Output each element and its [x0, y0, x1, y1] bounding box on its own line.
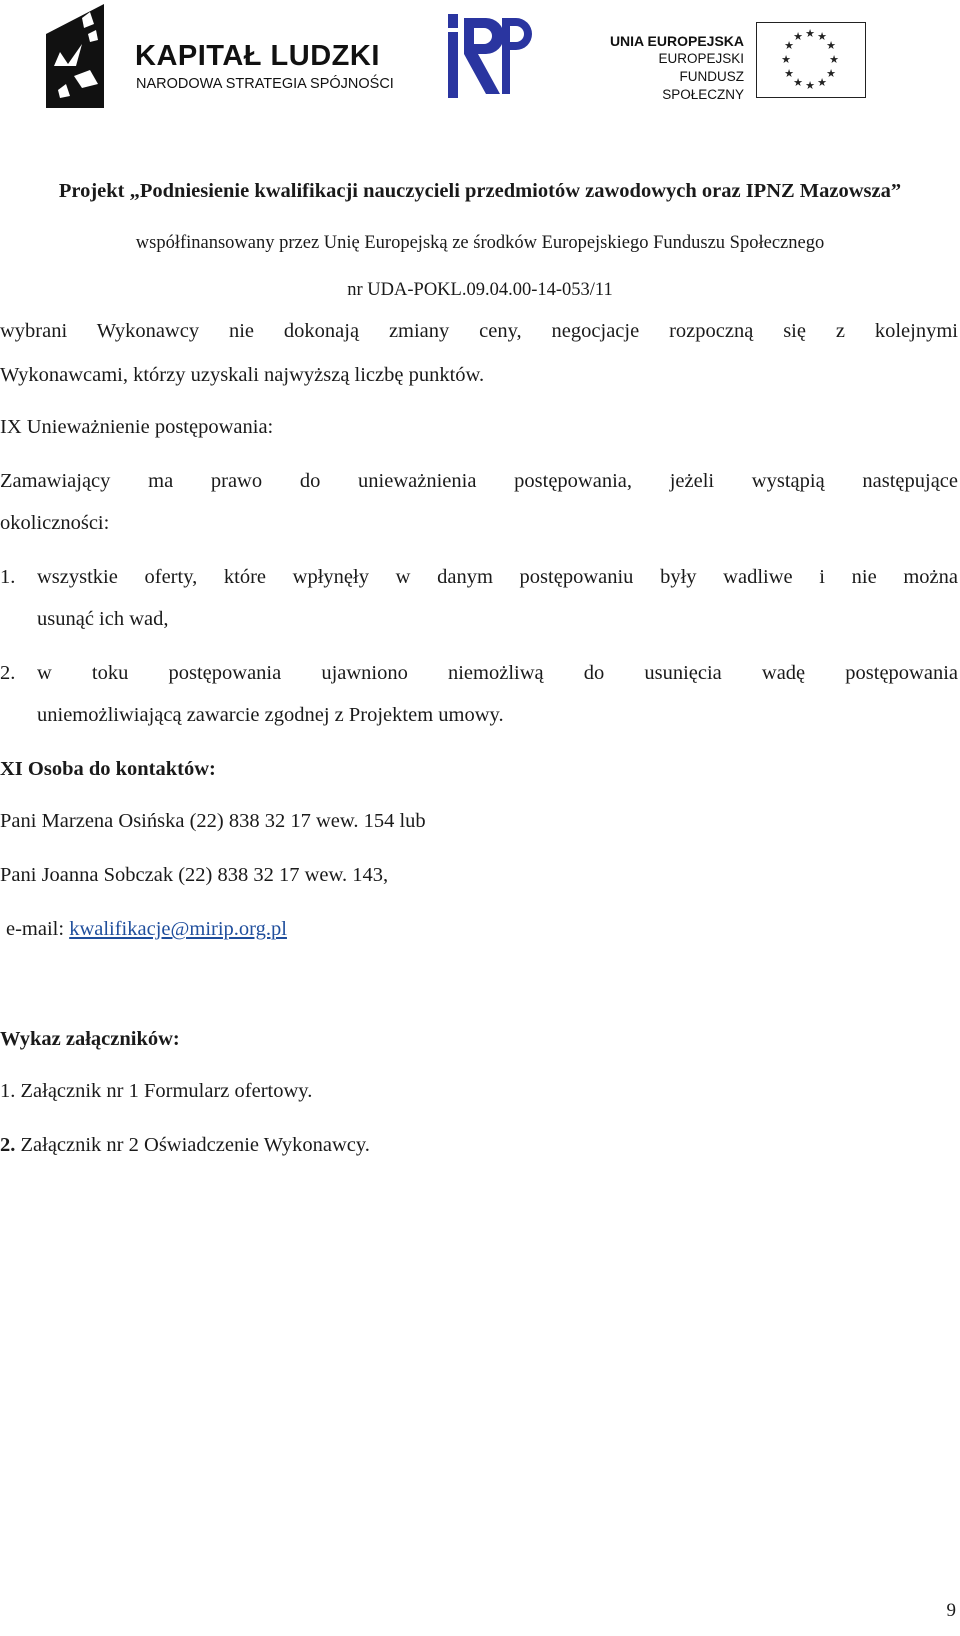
- contact-2: Pani Joanna Sobczak (22) 838 32 17 wew. 143,: [0, 864, 389, 886]
- header-logos: [0, 0, 960, 110]
- paragraph-2-line-2: okoliczności:: [0, 512, 110, 534]
- eu-stars-icon: [757, 23, 864, 96]
- attachments-title: Wykaz załączników:: [0, 1028, 180, 1050]
- list-item-1-number: 1.: [0, 566, 16, 588]
- section-11-title: XI Osoba do kontaktów:: [0, 758, 216, 780]
- project-title: Projekt „Podniesienie kwalifikacji nauczycieli przedmiotów zawodowych oraz IPNZ Mazowsza”: [58, 180, 902, 202]
- email-link[interactable]: kwalifikacje@mirip.org.pl: [69, 918, 287, 940]
- email-line: [6, 916, 960, 942]
- svg-text:★: ★: [805, 28, 815, 40]
- list-item-2-line-1: w toku postępowania ujawniono niemożliwą do usunięcia wadę postępowania: [37, 662, 958, 684]
- svg-text:★: ★: [826, 68, 836, 80]
- kapital-ludzki-emblem-icon: [38, 4, 118, 108]
- paragraph-1-line-2: Wykonawcami, którzy uzyskali najwyższą liczbę punktów.: [0, 364, 485, 386]
- list-item-1-line-2: usunąć ich wad,: [37, 608, 169, 630]
- svg-text:★: ★: [784, 40, 794, 52]
- project-number: nr UDA-POKL.09.04.00-14-053/11: [347, 280, 613, 300]
- paragraph-1-line-1: wybrani Wykonawcy nie dokonają zmiany ceny, negocjacje rozpoczną się z kolejnymi: [0, 320, 958, 342]
- svg-text:★: ★: [793, 31, 803, 43]
- rp-logo: [448, 14, 534, 98]
- rp-emblem-icon: [448, 14, 534, 98]
- svg-text:★: ★: [817, 31, 827, 43]
- attachment-2-text: Załącznik nr 2 Oświadczenie Wykonawcy.: [15, 1134, 370, 1156]
- eu-logo-text: [604, 32, 744, 104]
- kapital-ludzki-subtitle: NARODOWA STRATEGIA SPÓJNOŚCI: [136, 76, 394, 92]
- attachment-1: 1. Załącznik nr 1 Formularz ofertowy.: [0, 1080, 313, 1102]
- kapital-ludzki-logo: [38, 4, 394, 104]
- svg-text:★: ★: [817, 77, 827, 89]
- email-label: e-mail:: [6, 918, 70, 940]
- eu-line-3: FUNDUSZ SPOŁECZNY: [662, 69, 744, 102]
- list-item-2-number: 2.: [0, 662, 16, 684]
- svg-text:★: ★: [781, 54, 791, 66]
- svg-text:★: ★: [793, 77, 803, 89]
- eu-flag: [756, 22, 866, 98]
- svg-text:★: ★: [805, 80, 815, 92]
- contact-1: Pani Marzena Osińska (22) 838 32 17 wew. 154 lub: [0, 810, 426, 832]
- svg-text:★: ★: [826, 40, 836, 52]
- eu-logo: [604, 22, 874, 102]
- paragraph-2-line-1: Zamawiający ma prawo do unieważnienia postępowania, jeżeli wystąpią następujące: [0, 470, 958, 492]
- list-item-1-line-1: wszystkie oferty, które wpłynęły w danym postępowaniu były wadliwe i nie można: [37, 566, 958, 588]
- eu-line-2: EUROPEJSKI: [658, 51, 744, 66]
- attachment-2-number: 2.: [0, 1134, 16, 1156]
- cofinanced-line: współfinansowany przez Unię Europejską ze środków Europejskiego Funduszu Społecznego: [135, 233, 825, 253]
- section-9-title: IX Unieważnienie postępowania:: [0, 416, 274, 438]
- eu-line-1: UNIA EUROPEJSKA: [609, 33, 744, 49]
- svg-text:★: ★: [784, 68, 794, 80]
- list-item-2-line-2: uniemożliwiającą zawarcie zgodnej z Projektem umowy.: [37, 704, 504, 726]
- kapital-ludzki-title: KAPITAŁ LUDZKI: [135, 40, 380, 72]
- svg-text:★: ★: [829, 54, 839, 66]
- attachment-2: [0, 1132, 958, 1158]
- page-number: 9: [946, 1600, 956, 1621]
